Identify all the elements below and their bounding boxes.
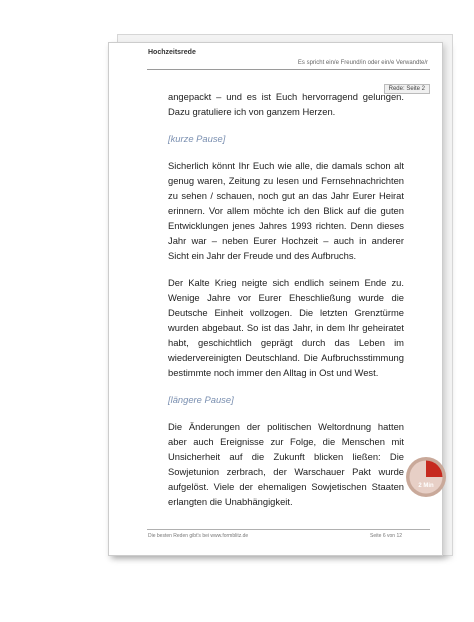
paragraph: angepackt – und es ist Euch hervorragend gelungen. Dazu gratuliere ich von ganzem Herzen.	[168, 91, 404, 117]
header-title: Hochzeitsrede	[148, 49, 196, 56]
clock-icon	[405, 456, 447, 498]
paragraph: Sicherlich könnt Ihr Euch wie alle, die damals schon alt genug waren, Zeitung zu lesen und Fernsehnachrichten zu sehen / schauen, noch gut an das Jahr Eurer Heirat erinnern. Vor allem möchte ich den Blick auf die guten Entwicklungen jenes Jahres 1993 richten. Denn dieses Jahr war – neben Eurer Hochzeit – auch in anderer Sicht ein Jahr der Freude und des Aufbruchs.	[168, 160, 404, 261]
pause-note: [kurze Pause]	[168, 133, 226, 144]
footer-source: Die besten Reden gibt's bei www.formblitz.de	[148, 533, 249, 539]
page-label-badge: Rede: Seite 2	[384, 84, 430, 94]
document-page	[108, 42, 443, 556]
paragraph: Der Kalte Krieg neigte sich endlich seinem Ende zu. Wenige Jahre vor Eurer Eheschließung wurde die Deutsche Einheit vollzogen. Die letzten Grenztürme wurden abgebaut. So ist das Jahr, in dem Ihr geheiratet habt, geschichtlich geprägt durch das Leben im wiedervereinigten Deutschland. Die Aufbruchsstimmung bestimmte noch immer den Alltag in Ost und West.	[168, 277, 404, 378]
pause-note: [längere Pause]	[168, 394, 234, 405]
speech-body	[168, 89, 404, 521]
paragraph: Die Änderungen der politischen Weltordnung hatten aber auch Ereignisse zur Folge, die Menschen mit Unsicherheit auf die Zukunft blicken ließen: Die Sowjetunion zerbrach, der Warschauer Pakt wurde aufgelöst. Viele der ehemaligen Sowjetischen Staaten erlangten die Unabhängigkeit.	[168, 421, 404, 507]
footer-page-number: Seite 6 von 12	[370, 533, 402, 539]
header-divider	[147, 69, 430, 70]
duration-badge	[405, 456, 447, 498]
header-subtitle: Es spricht ein/e Freund/in oder ein/e Verwandte/r	[297, 60, 428, 66]
footer-divider	[147, 529, 430, 530]
duration-label: 2 Min	[418, 483, 434, 489]
